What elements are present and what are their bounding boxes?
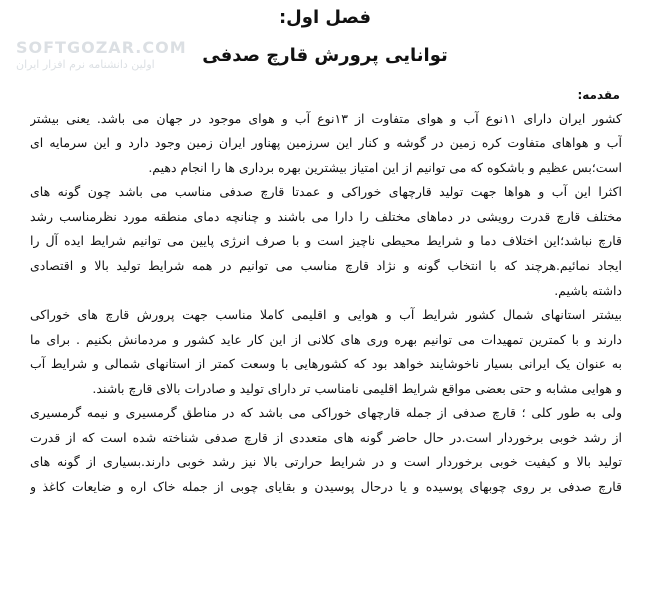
text-line: کشور ایران دارای ۱۱نوع آب و هوای متفاوت از ۱۳نوع آب و هوای موجود در جهان می باشد. یعنی بیشتر <box>30 111 622 126</box>
chapter-title: توانایی پرورش قارچ صدفی <box>202 45 448 66</box>
text-line: مختلف قارچ قدرت رویشی در دماهای مختلف را دارا می باشند و چنانچه دمای منطقه مورد نظرمناسب رشد <box>30 209 622 224</box>
text-line: بیشتر استانهای شمال کشور شرایط آب و هوایی و اقلیمی کاملا مناسب جهت پرورش قارچ های خوراکی <box>30 307 622 322</box>
text-line: دارند و با کمترین تمهیدات می توانیم بهره وری های کلانی از این کار عاید کشور و مردمانش بکنیم . برای ما <box>30 332 622 347</box>
text-line: ایجاد نمائیم.هرچند که با انتخاب گونه و نژاد قارچ مناسب می توانیم در همه شرایط تولید بالا و اقتصادی <box>30 258 622 273</box>
watermark-tagline: اولین دانشنامه نرم افزار ایران <box>16 58 155 71</box>
text-line: از رشد خوبی برخوردار است.در حال حاضر گونه های متعددی از قارچ صدفی شناخته شده است که از قدرت <box>30 430 622 445</box>
text-line: است؛بس عظیم و باشکوه که می توانیم از این امتیاز بیشترین بهره برداری ها را انجام دهیم. <box>148 160 622 175</box>
text-line: به عنوان یک ایرانی بسیار ناخوشایند خواهد بود که کشورهایی با وسعت کمتر از استانهای شمالی و شرایط آب <box>30 356 622 371</box>
text-line: آب و هواهای متفاوت کره زمین در گوشه و کنار این سرزمین پهناور ایران زمین وجود دارد و این سرمایه ای <box>30 135 622 150</box>
text-line: اکثرا این آب و هواها جهت تولید قارچهای خوراکی و عمدتا قارچ صدفی مناسب می باشد چون گونه های <box>30 184 622 199</box>
text-line: ولی به طور کلی ؛ قارچ صدفی از جمله قارچهای خوراکی می باشد که در مناطق گرمسیری و نیمه گرمسیری <box>30 405 622 420</box>
text-line: تولید بالا و کیفیت خوبی برخوردار است و در شرایط حرارتی بالا نیز رشد خوبی دارند.بسیاری از گونه های <box>30 454 622 469</box>
section-heading-introduction: مقدمه: <box>577 88 620 102</box>
chapter-label: فصل اول: <box>278 7 372 28</box>
watermark-brand: SOFTGOZAR.COM <box>16 38 187 57</box>
text-line: قارچ نباشد؛این اختلاف دما و شرایط محیطی ناچیز است و با صرف انرژی پایین می توانیم شرایط ایده آل را <box>30 233 622 248</box>
text-line: قارچ صدفی بر روی چوبهای پوسیده و یا درحال پوسیدن و بقایای چوبی از جمله خاک اره و ضایعات کاغذ و <box>30 479 622 494</box>
text-line: داشته باشیم. <box>554 283 622 298</box>
text-line: و هوایی مشابه و حتی بعضی مواقع شرایط اقلیمی نامناسب تر دارای تولید و صادرات بالای قارچ باشند. <box>92 381 622 396</box>
